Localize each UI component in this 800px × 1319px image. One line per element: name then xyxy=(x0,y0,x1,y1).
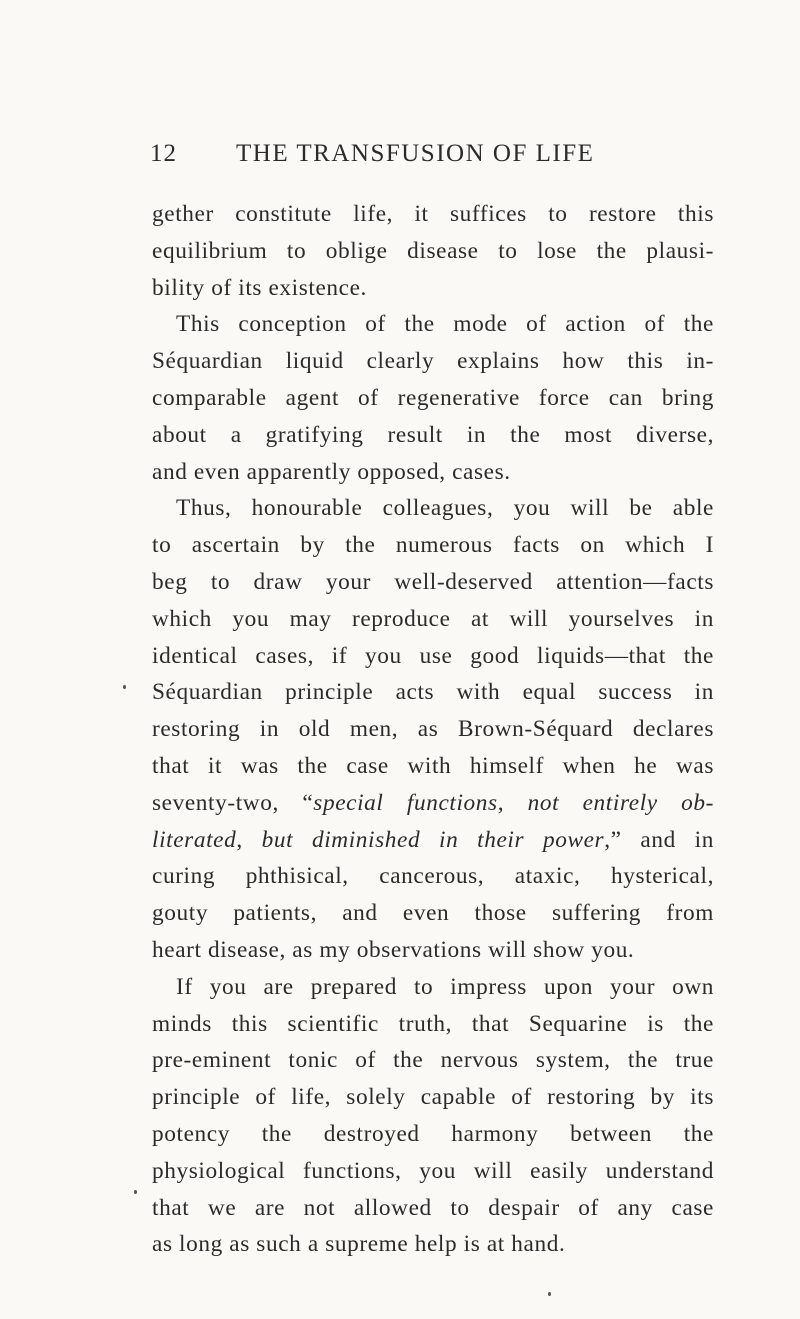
text-line: bility of its existence. xyxy=(152,274,367,301)
text-run: seventy-two, “ xyxy=(152,789,314,816)
text-run: , xyxy=(497,789,528,816)
text-line: If you are prepared to impress upon your own xyxy=(176,973,714,1000)
text-line: restoring in old men, as Brown-Séquard declares xyxy=(152,716,714,743)
text-line: identical cases, if you use good liquids—that the xyxy=(152,642,714,669)
text-line: heart disease, as my observations will show you. xyxy=(152,936,635,963)
text-line: comparable agent of regenerative force can bring xyxy=(152,384,714,411)
text-line: curing phthisical, cancerous, ataxic, hysterical, xyxy=(152,863,714,890)
paper-speck xyxy=(134,1190,137,1194)
text-line: equilibrium to oblige disease to lose the plausi- xyxy=(152,237,714,264)
text-line: beg to draw your well-deserved attention—facts xyxy=(152,568,714,595)
text-line: to ascertain by the numerous facts on which I xyxy=(152,532,714,559)
text-line: that it was the case with himself when he was xyxy=(152,752,714,779)
text-line: Séquardian principle acts with equal success in xyxy=(152,679,714,706)
text-line-quote-start xyxy=(152,785,714,822)
running-title: THE TRANSFUSION OF LIFE xyxy=(236,140,595,167)
text-line: principle of life, solely capable of restoring by its xyxy=(152,1084,714,1111)
page-number: 12 xyxy=(150,140,177,167)
text-line: as long as such a supreme help is at hand. xyxy=(152,1231,566,1258)
text-line: about a gratifying result in the most diverse, xyxy=(152,421,714,448)
text-line: gether constitute life, it suffices to restore this xyxy=(152,201,714,227)
text-line: physiological functions, you will easily understand xyxy=(152,1157,714,1184)
italic-quote: but diminished in their power xyxy=(261,826,605,853)
text-line: Thus, honourable colleagues, you will be able xyxy=(176,495,714,522)
text-line: This conception of the mode of action of the xyxy=(176,311,714,338)
text-line: which you may reproduce at will yourselves in xyxy=(152,605,714,632)
body-text xyxy=(152,196,714,1263)
text-line: potency the destroyed harmony between the xyxy=(152,1120,714,1147)
text-line: pre-eminent tonic of the nervous system, the true xyxy=(152,1047,714,1074)
text-line-quote-end xyxy=(152,822,714,859)
italic-quote: not entirely ob- xyxy=(527,789,714,816)
paper-speck xyxy=(548,1292,551,1296)
italic-quote: special functions xyxy=(313,789,498,816)
text-line: Séquardian liquid clearly explains how this in- xyxy=(152,348,714,375)
text-line: that we are not allowed to despair of any case xyxy=(152,1194,714,1221)
italic-quote: literated xyxy=(152,826,237,853)
text-run: ,” and in xyxy=(604,826,714,853)
text-line: gouty patients, and even those suffering from xyxy=(152,900,714,927)
text-line: minds this scientific truth, that Sequarine is the xyxy=(152,1010,714,1037)
page-header xyxy=(150,140,710,180)
paper-speck xyxy=(123,685,126,689)
text-run: , xyxy=(236,826,262,853)
text-line: and even apparently opposed, cases. xyxy=(152,458,511,485)
